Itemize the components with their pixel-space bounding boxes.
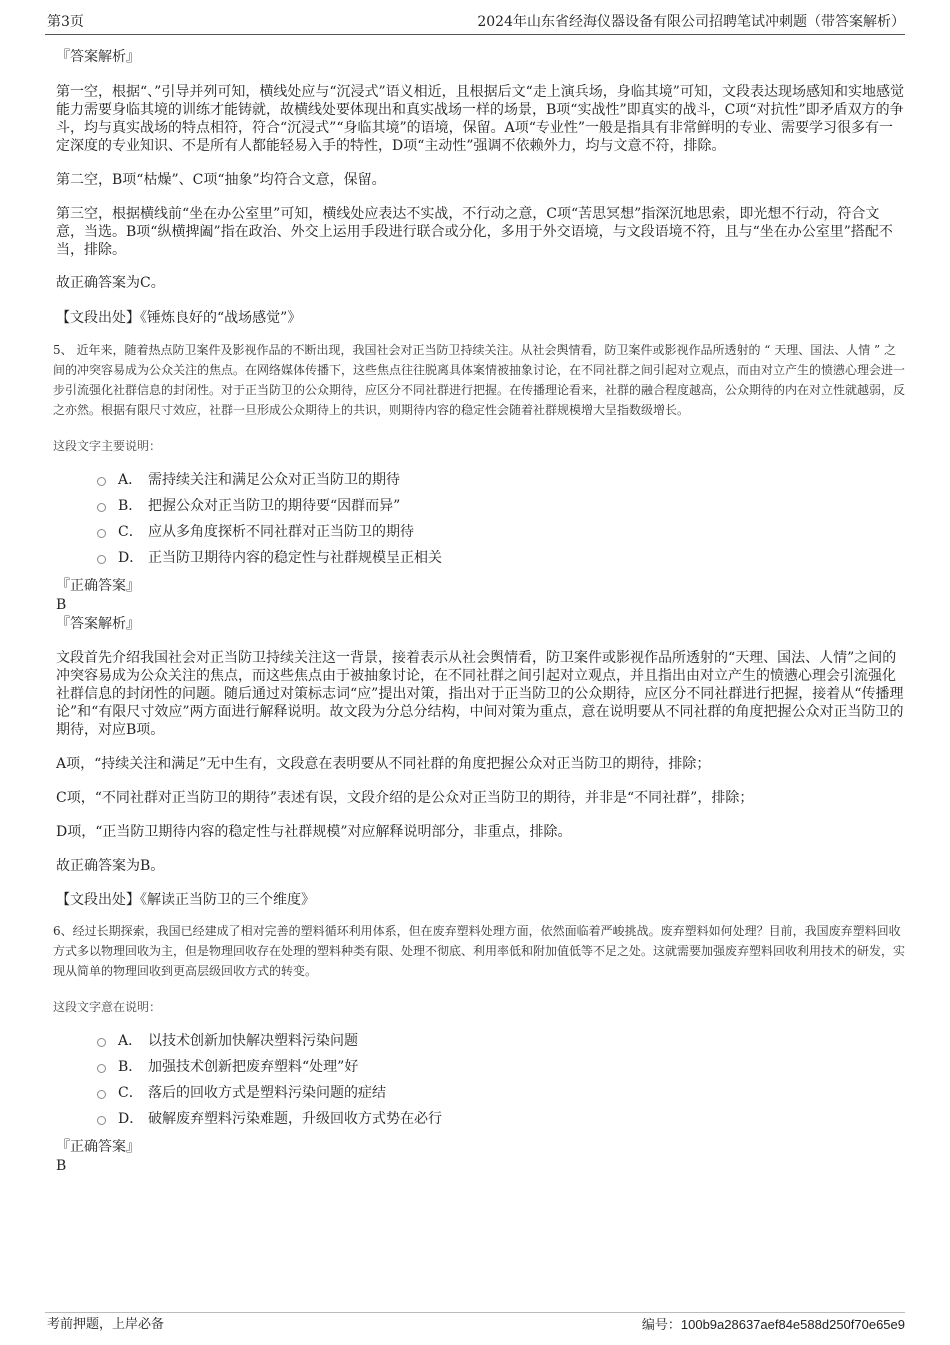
option-letter: D． <box>118 550 144 566</box>
option-c-note: C项，“不同社群对正当防卫的期待”表述有误，文段介绍的是公众对正当防卫的期待，并非是“不同社群”，排除； <box>56 790 754 806</box>
page-content <box>53 44 906 1176</box>
question-6 <box>53 921 906 1176</box>
radio-icon[interactable] <box>97 555 106 564</box>
option-b[interactable] <box>56 1058 905 1084</box>
option-text: 需持续关注和满足公众对正当防卫的期待 <box>148 472 400 488</box>
option-d[interactable] <box>56 1110 905 1136</box>
option-text: 应从多角度探析不同社群对正当防卫的期待 <box>148 524 414 540</box>
source-citation: 【文段出处】《解读正当防卫的三个维度》 <box>56 892 315 908</box>
document-title: 2024年山东省经海仪器设备有限公司招聘笔试冲刺题（带答案解析） <box>477 14 905 30</box>
code-value: 100b9a28637aef84e588d250f70e65e9 <box>680 1317 905 1332</box>
option-b[interactable] <box>56 497 905 523</box>
analysis-paragraph-3: 第三空，根据横线前“坐在办公室里”可知，横线处应表达不实战，不行动之意，C项“苦思冥想”指深沉地思索，即光想不行动，符合文意，当选。B项“纵横捭阖”指在政治、外交上运用手段进行联合或分化，多用于外交语境，与文段语境不符，且与“坐在办公室里”搭配不当，排除。 <box>56 206 893 258</box>
page-number: 第3页 <box>47 14 84 30</box>
conclusion: 故正确答案为B。 <box>56 858 165 874</box>
option-text: 破解废弃塑料污染难题，升级回收方式势在必行 <box>148 1111 442 1127</box>
radio-icon[interactable] <box>97 529 106 538</box>
document-code <box>642 1315 905 1336</box>
option-a-note: A项，“持续关注和满足”无中生有，文段意在表明要从不同社群的角度把握公众对正当防卫的期待，排除； <box>56 756 711 772</box>
footer-slogan: 考前押题，上岸必备 <box>47 1317 165 1332</box>
analysis-label: 『答案解析』 <box>56 49 140 65</box>
analysis-label: 『答案解析』 <box>56 616 140 632</box>
question-stem: 5、 近年来，随着热点防卫案件及影视作品的不断出现，我国社会对正当防卫持续关注。从社会舆情看，防卫案件或影视作品所透射的 “ 天理、国法、人情 ” 之间的冲突容易成为公众关注的焦点。在网络媒体传播下，这些焦点往往脱离具体案情被抽象讨论，在不同社群之间引起对立观点，而由对立产生的愤懑心理会进一步引流强化社群信息的封闭性。对于正当防卫的公众期待，应区分不同社群进行把握。在传播理论看来，社群的融合程度越高，公众期待的内在对立性就越弱，反之亦然。根据有限尺寸效应，社群一旦形成公众期待上的共识，则期待内容的稳定性会随着社群规模增大呈指数级增长。 <box>53 343 906 417</box>
answer-value: B <box>56 1158 67 1174</box>
question-stem: 6、经过长期探索，我国已经建成了相对完善的塑料循环利用体系，但在废弃塑料处理方面，依然面临着严峻挑战。废弃塑料如何处理？目前，我国废弃塑料回收方式多以物理回收为主，但是物理回收存在处理的塑料种类有限、处理不彻底、利用率低和附加值低等不足之处。这就需要加强废弃塑料回收利用技术的研发，实现从简单的物理回收到更高层级回收方式的转变。 <box>53 924 906 978</box>
option-a[interactable] <box>56 1032 905 1058</box>
option-letter: D． <box>118 1111 144 1127</box>
page-header <box>45 12 905 35</box>
conclusion: 故正确答案为C。 <box>56 275 165 291</box>
radio-icon[interactable] <box>97 1064 106 1073</box>
option-c[interactable] <box>56 523 905 549</box>
option-text: 正当防卫期待内容的稳定性与社群规模呈正相关 <box>148 550 442 566</box>
radio-icon[interactable] <box>97 477 106 486</box>
code-label: 编号： <box>641 1318 681 1333</box>
page-footer <box>45 1312 905 1333</box>
option-text: 加强技术创新把废弃塑料“处理”好 <box>148 1059 359 1075</box>
answer-label: 『正确答案』 <box>56 578 140 594</box>
question-prompt: 这段文字意在说明： <box>53 1000 162 1014</box>
option-list <box>56 471 905 575</box>
option-letter: B． <box>118 498 143 514</box>
option-letter: A． <box>118 1033 143 1049</box>
answer-value: B <box>56 597 67 613</box>
radio-icon[interactable] <box>97 1038 106 1047</box>
section-prev-analysis <box>56 48 905 327</box>
option-c[interactable] <box>56 1084 905 1110</box>
radio-icon[interactable] <box>97 1116 106 1125</box>
analysis-text: 文段首先介绍我国社会对正当防卫持续关注这一背景，接着表示从社会舆情看，防卫案件或影视作品所透射的“天理、国法、人情”之间的冲突容易成为公众关注的焦点，而这些焦点由于被抽象讨论，在不同社群之间引起对立观点，并且指出由对立产生的愤懑心理会引流强化社群信息的封闭性的问题。随后通过对策标志词“应”提出对策，指出对于正当防卫的公众期待，应区分不同社群进行把握，接着从“传播理论”和“有限尺寸效应”两方面进行解释说明。故文段为分总分结构，中间对策为重点，意在说明要从不同社群的角度把握公众对正当防卫的期待，对应B项。 <box>56 650 904 738</box>
question-5 <box>53 340 906 909</box>
option-letter: A． <box>118 472 143 488</box>
question-prompt: 这段文字主要说明： <box>53 439 162 453</box>
analysis-paragraph-2: 第二空，B项“枯燥”、C项“抽象”均符合文意，保留。 <box>56 172 386 188</box>
option-d-note: D项，“正当防卫期待内容的稳定性与社群规模”对应解释说明部分，非重点，排除。 <box>56 824 572 840</box>
option-d[interactable] <box>56 549 905 575</box>
option-letter: C． <box>118 524 143 540</box>
answer-label: 『正确答案』 <box>56 1139 140 1155</box>
option-a[interactable] <box>56 471 905 497</box>
radio-icon[interactable] <box>97 1090 106 1099</box>
option-text: 落后的回收方式是塑料污染问题的症结 <box>148 1085 386 1101</box>
option-text: 把握公众对正当防卫的期待要“因群而异” <box>148 498 401 514</box>
option-list <box>56 1032 905 1136</box>
analysis-paragraph-1: 第一空，根据“、”引导并列可知，横线处应与“沉浸式”语义相近，且根据后文“走上演兵场，身临其境”可知，文段表达现场感知和实地感觉能力需要身临其境的训练才能铸就，故横线处要体现出和真实战场一样的场景，B项“实战性”即真实的战斗，C项“对抗性”即矛盾双方的争斗，均与真实战场的特点相符，符合“沉浸式”“身临其境”的语境，保留。A项“专业性”一般是指具有非常鲜明的专业、需要学习很多有一定深度的专业知识、不是所有人都能轻易入手的特性，D项“主动性”强调不依赖外力，均与文意不符，排除。 <box>56 84 904 154</box>
option-letter: C． <box>118 1085 143 1101</box>
option-letter: B． <box>118 1059 143 1075</box>
radio-icon[interactable] <box>97 503 106 512</box>
option-text: 以技术创新加快解决塑料污染问题 <box>148 1033 358 1049</box>
source-citation: 【文段出处】《锤炼良好的“战场感觉”》 <box>56 310 302 326</box>
